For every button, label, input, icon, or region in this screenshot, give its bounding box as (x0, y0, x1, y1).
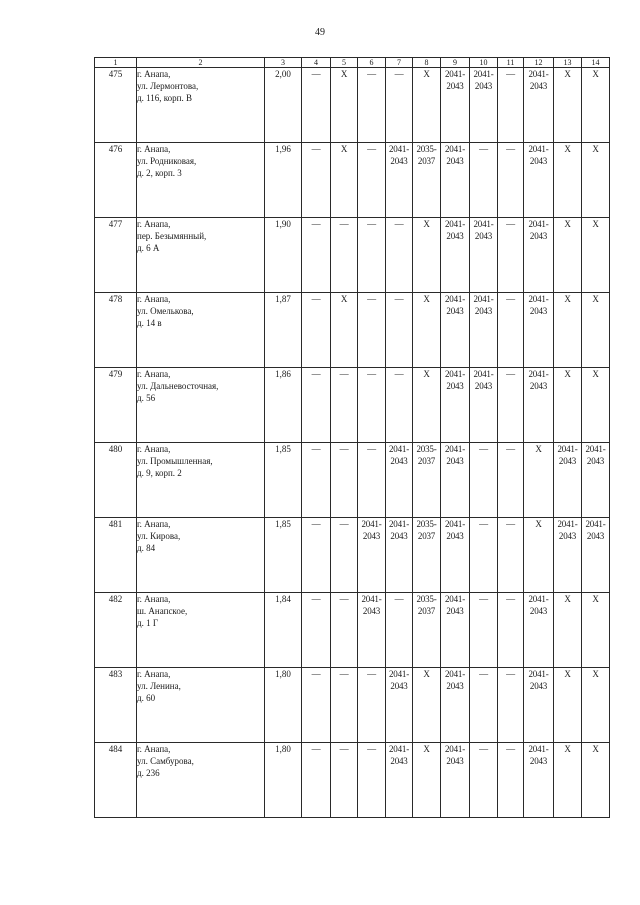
column-header: 1 (95, 58, 137, 68)
value-cell: — (470, 518, 498, 593)
value-cell: — (302, 743, 331, 818)
value-cell: X (413, 218, 441, 293)
value-cell: 2041- 2043 (441, 668, 470, 743)
table-row (95, 593, 610, 668)
table-row (95, 743, 610, 818)
value-cell: 2041- 2043 (554, 443, 582, 518)
address-cell: г. Анапа, ул. Омелькова, д. 14 в (137, 293, 265, 368)
value-cell: 2041- 2043 (524, 593, 554, 668)
value-cell: 2041- 2043 (386, 668, 413, 743)
column-header: 8 (413, 58, 441, 68)
row-number-cell: 477 (95, 218, 137, 293)
value-cell: X (524, 518, 554, 593)
area-cell: 1,85 (265, 518, 302, 593)
value-cell: — (498, 368, 524, 443)
value-cell: 2041- 2043 (441, 68, 470, 143)
row-number-cell: 483 (95, 668, 137, 743)
value-cell: 2041- 2043 (470, 68, 498, 143)
value-cell: — (498, 293, 524, 368)
value-cell: 2041- 2043 (441, 518, 470, 593)
address-cell: г. Анапа, пер. Безымянный, д. 6 А (137, 218, 265, 293)
value-cell: — (498, 218, 524, 293)
table-row (95, 68, 610, 143)
value-cell: — (302, 68, 331, 143)
column-header: 3 (265, 58, 302, 68)
value-cell: 2041- 2043 (441, 593, 470, 668)
value-cell: 2041- 2043 (524, 143, 554, 218)
row-number-cell: 478 (95, 293, 137, 368)
address-cell: г. Анапа, ул. Кирова, д. 84 (137, 518, 265, 593)
value-cell: 2035- 2037 (413, 593, 441, 668)
value-cell: — (470, 443, 498, 518)
value-cell: 2041- 2043 (524, 293, 554, 368)
area-cell: 1,80 (265, 743, 302, 818)
value-cell: X (413, 293, 441, 368)
area-cell: 1,86 (265, 368, 302, 443)
value-cell: X (524, 443, 554, 518)
address-cell: г. Анапа, ул. Лермонтова, д. 116, корп. В (137, 68, 265, 143)
area-cell: 1,80 (265, 668, 302, 743)
value-cell: — (358, 443, 386, 518)
value-cell: X (331, 143, 358, 218)
value-cell: 2041- 2043 (524, 218, 554, 293)
address-cell: г. Анапа, ул. Ленина, д. 60 (137, 668, 265, 743)
value-cell: X (554, 368, 582, 443)
value-cell: — (331, 593, 358, 668)
column-header: 6 (358, 58, 386, 68)
row-number-cell: 475 (95, 68, 137, 143)
value-cell: 2041- 2043 (358, 518, 386, 593)
value-cell: — (498, 668, 524, 743)
value-cell: 2041- 2043 (386, 443, 413, 518)
value-cell: — (331, 518, 358, 593)
value-cell: X (413, 743, 441, 818)
table-row (95, 443, 610, 518)
value-cell: — (358, 668, 386, 743)
value-cell: 2041- 2043 (441, 143, 470, 218)
address-cell: г. Анапа, ул. Дальневосточная, д. 56 (137, 368, 265, 443)
column-header: 14 (582, 58, 610, 68)
value-cell: — (386, 293, 413, 368)
value-cell: 2041- 2043 (470, 218, 498, 293)
value-cell: 2041- 2043 (524, 743, 554, 818)
row-number-cell: 481 (95, 518, 137, 593)
value-cell: — (386, 368, 413, 443)
value-cell: — (498, 68, 524, 143)
value-cell: X (554, 218, 582, 293)
value-cell: X (582, 293, 610, 368)
value-cell: X (582, 368, 610, 443)
area-cell: 1,96 (265, 143, 302, 218)
value-cell: 2041- 2043 (524, 368, 554, 443)
value-cell: X (582, 143, 610, 218)
value-cell: — (358, 218, 386, 293)
column-header: 4 (302, 58, 331, 68)
row-number-cell: 484 (95, 743, 137, 818)
value-cell: 2041- 2043 (524, 68, 554, 143)
value-cell: — (358, 368, 386, 443)
value-cell: — (386, 218, 413, 293)
value-cell: X (554, 143, 582, 218)
column-header: 11 (498, 58, 524, 68)
value-cell: 2041- 2043 (582, 443, 610, 518)
column-number-header-row (95, 58, 610, 68)
value-cell: X (582, 743, 610, 818)
page-number: 49 (315, 27, 325, 38)
value-cell: — (386, 593, 413, 668)
value-cell: 2041- 2043 (582, 518, 610, 593)
value-cell: 2041- 2043 (524, 668, 554, 743)
value-cell: — (498, 743, 524, 818)
value-cell: — (331, 443, 358, 518)
value-cell: — (470, 143, 498, 218)
value-cell: X (554, 593, 582, 668)
value-cell: — (302, 218, 331, 293)
value-cell: 2041- 2043 (386, 518, 413, 593)
value-cell: 2041- 2043 (441, 443, 470, 518)
value-cell: X (413, 68, 441, 143)
value-cell: — (331, 743, 358, 818)
value-cell: — (331, 218, 358, 293)
area-cell: 1,87 (265, 293, 302, 368)
value-cell: — (302, 293, 331, 368)
value-cell: — (302, 368, 331, 443)
column-header: 5 (331, 58, 358, 68)
value-cell: 2041- 2043 (358, 593, 386, 668)
address-cell: г. Анапа, ул. Самбурова, д. 236 (137, 743, 265, 818)
value-cell: — (470, 743, 498, 818)
value-cell: X (331, 68, 358, 143)
value-cell: X (413, 668, 441, 743)
value-cell: — (498, 593, 524, 668)
value-cell: — (386, 68, 413, 143)
value-cell: — (498, 518, 524, 593)
row-number-cell: 476 (95, 143, 137, 218)
value-cell: X (582, 668, 610, 743)
column-header: 7 (386, 58, 413, 68)
value-cell: — (302, 143, 331, 218)
area-cell: 1,84 (265, 593, 302, 668)
value-cell: — (358, 743, 386, 818)
value-cell: 2041- 2043 (386, 743, 413, 818)
housing-register-table (94, 57, 610, 818)
address-cell: г. Анапа, ул. Промышленная, д. 9, корп. 2 (137, 443, 265, 518)
column-header: 12 (524, 58, 554, 68)
value-cell: — (302, 518, 331, 593)
value-cell: X (582, 593, 610, 668)
address-cell: г. Анапа, ш. Анапское, д. 1 Г (137, 593, 265, 668)
area-cell: 1,85 (265, 443, 302, 518)
column-header: 13 (554, 58, 582, 68)
value-cell: X (582, 218, 610, 293)
value-cell: — (331, 668, 358, 743)
value-cell: X (554, 668, 582, 743)
value-cell: 2041- 2043 (554, 518, 582, 593)
value-cell: — (470, 593, 498, 668)
value-cell: — (302, 668, 331, 743)
value-cell: — (358, 143, 386, 218)
value-cell: — (470, 668, 498, 743)
value-cell: X (554, 743, 582, 818)
value-cell: 2035- 2037 (413, 143, 441, 218)
value-cell: — (302, 443, 331, 518)
value-cell: 2041- 2043 (441, 368, 470, 443)
table-row (95, 218, 610, 293)
area-cell: 1,90 (265, 218, 302, 293)
value-cell: X (554, 68, 582, 143)
value-cell: — (302, 593, 331, 668)
table-row (95, 668, 610, 743)
value-cell: 2041- 2043 (441, 743, 470, 818)
value-cell: 2041- 2043 (441, 218, 470, 293)
value-cell: 2035- 2037 (413, 518, 441, 593)
value-cell: — (358, 68, 386, 143)
value-cell: 2041- 2043 (386, 143, 413, 218)
column-header: 10 (470, 58, 498, 68)
value-cell: — (498, 443, 524, 518)
value-cell: — (498, 143, 524, 218)
address-cell: г. Анапа, ул. Родниковая, д. 2, корп. 3 (137, 143, 265, 218)
column-header: 9 (441, 58, 470, 68)
value-cell: — (331, 368, 358, 443)
area-cell: 2,00 (265, 68, 302, 143)
table-row (95, 293, 610, 368)
value-cell: X (331, 293, 358, 368)
table-row (95, 518, 610, 593)
value-cell: — (358, 293, 386, 368)
table-row (95, 143, 610, 218)
row-number-cell: 479 (95, 368, 137, 443)
value-cell: X (554, 293, 582, 368)
value-cell: 2041- 2043 (470, 368, 498, 443)
value-cell: X (413, 368, 441, 443)
table-row (95, 368, 610, 443)
value-cell: 2035- 2037 (413, 443, 441, 518)
row-number-cell: 480 (95, 443, 137, 518)
value-cell: X (582, 68, 610, 143)
row-number-cell: 482 (95, 593, 137, 668)
value-cell: 2041- 2043 (470, 293, 498, 368)
column-header: 2 (137, 58, 265, 68)
value-cell: 2041- 2043 (441, 293, 470, 368)
